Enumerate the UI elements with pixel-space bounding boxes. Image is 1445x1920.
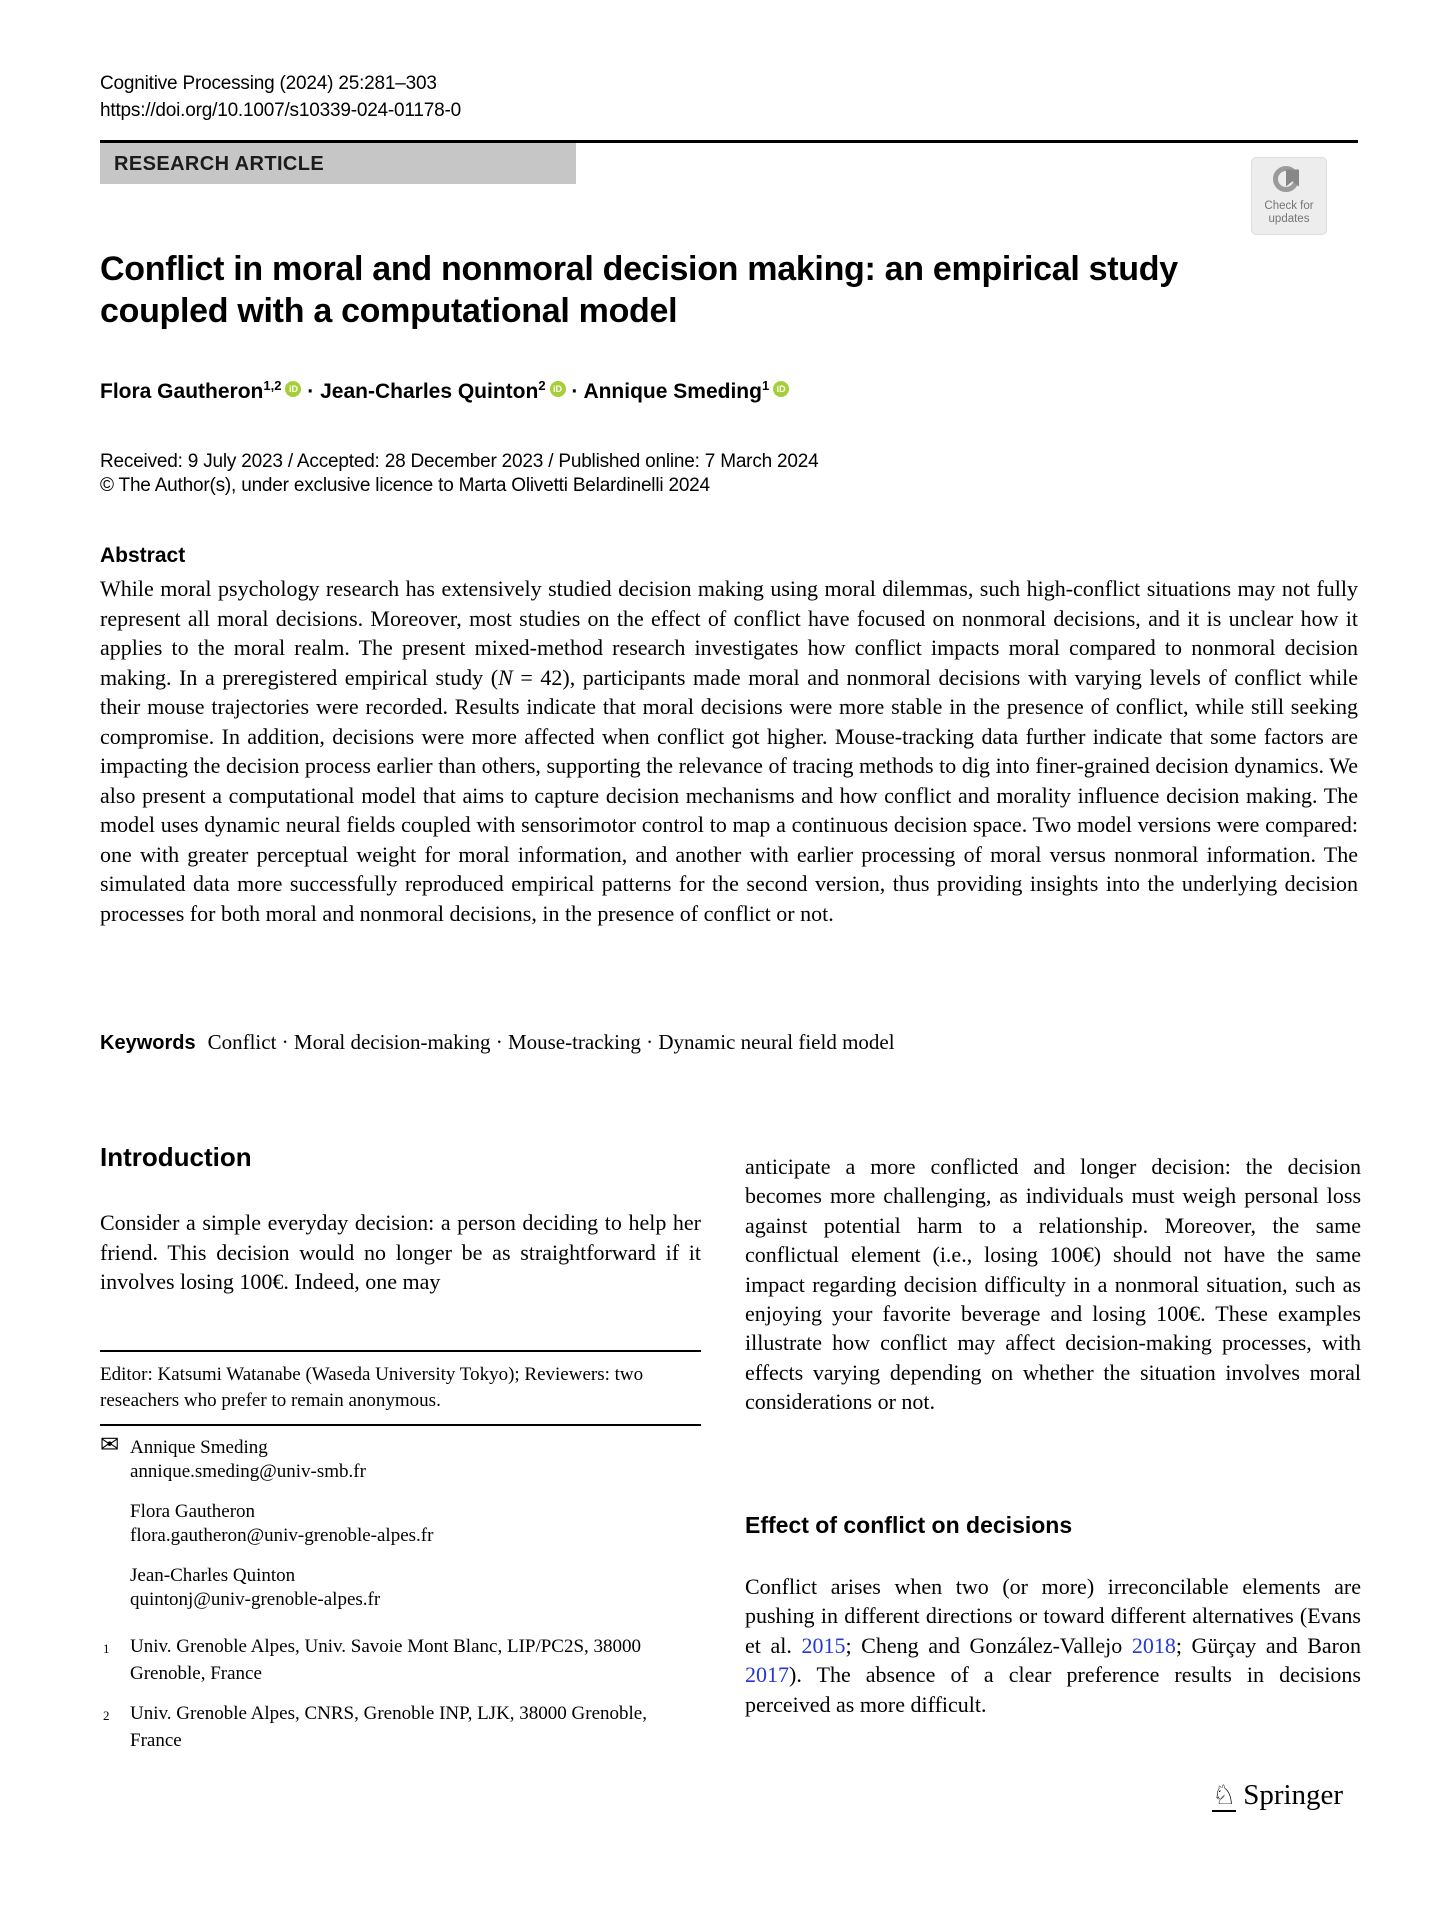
affiliation-text: Univ. Grenoble Alpes, Univ. Savoie Mont Blanc, LIP/PC2S, 38000 Grenoble, France [130,1636,642,1684]
orcid-icon[interactable]: iD [773,381,789,397]
check-badge-line2: updates [1268,213,1310,225]
article-type-banner [100,143,576,184]
author-name: Jean-Charles Quinton [320,380,539,403]
text-segment: = 42), participants made moral and nonmoral decisions with varying levels of conflict while their mouse trajectories were recorded. Results indicate that moral decisions were more stable in the presence of conflict, while still seeking compromise. In addition, decisions were more affected when conflict got higher. Mouse-tracking data further indicate that some factors are impacting the decision process earlier than others, supporting the relevance of tracing methods to dig into finer-grained decision dynamics. We also present a computational model that aims to capture decision mechanisms and how conflict and morality influence decision making. The model uses dynamic neural fields coupled with sensorimotor control to map a continuous decision space. Two model versions were compared: one with greater perceptual weight for moral information, and another with earlier processing of moral versus nonmoral information. The simulated data more successfully reproduced empirical patterns for the second version, thus providing insights into the underlying decision processes for both moral and nonmoral decisions, in the presence of conflict or not. [100,664,1358,926]
body-paragraph [745,1572,1361,1719]
author-name: Annique Smeding [583,380,762,403]
intro-paragraph: Consider a simple everyday decision: a person deciding to help her friend. This decision would no longer be as straightforward if it involves losing 100€. Indeed, one may [100,1210,701,1294]
section-heading-effect-of-conflict: Effect of conflict on decisions [745,1512,1073,1538]
article-history [100,450,819,498]
contact-entry [100,1564,701,1612]
text-segment: Conflict arises when two (or more) irreconcilable elements are pushing in different directions or toward different alternatives (Evans et al. [745,1574,1361,1658]
author-list [100,378,789,404]
text-segment: ). The absence of a clear preference results in decisions perceived as more difficult. [745,1662,1361,1717]
article-type-label: RESEARCH ARTICLE [114,153,325,175]
author-separator: · [301,380,321,403]
doi-link[interactable]: https://doi.org/10.1007/s10339-024-01178-0 [100,100,461,121]
article-title: Conflict in moral and nonmoral decision making: an empirical study coupled with a computational model [100,250,1178,330]
history-line: Received: 9 July 2023 / Accepted: 28 December 2023 / Published online: 7 March 2024 [100,451,819,472]
footnote-rule-bottom [100,1424,701,1426]
crossmark-icon [1271,161,1307,197]
text-segment: While moral psychology research has extensively studied decision making using moral dilemmas, such high-conflict situations may not fully represent all moral decisions. Moreover, most studies on the effect of conflict have focused on nonmoral decisions, and it is unclear how it applies to the moral realm. The present mixed-method research investigates how conflict impacts moral compared to nonmoral decision making. In a preregistered empirical study ( [100,576,1358,690]
author-affiliation-sup: 1,2 [263,378,282,393]
contact-name: Annique Smeding [130,1437,268,1458]
affiliation-entry [100,1634,701,1687]
publisher-name: Springer [1243,1779,1344,1811]
journal-citation: Cognitive Processing (2024) 25:281–303 [100,73,437,94]
check-badge-line1: Check for [1264,200,1314,212]
footnote-rule-top [100,1350,701,1352]
contact-name: Jean-Charles Quinton [130,1565,296,1586]
affiliation-number: 1 [103,1641,110,1656]
abstract-text [100,574,1358,928]
springer-knight-icon: ♘ [1212,1780,1237,1810]
publisher-logo [1212,1779,1343,1812]
envelope-icon: ✉ [100,1432,120,1457]
keywords-label: Keywords [100,1032,196,1054]
corresponding-author [100,1432,701,1484]
check-badge-text [1252,200,1326,226]
text-segment: ; Cheng and González-Vallejo [845,1632,1132,1658]
journal-header [100,70,461,124]
affiliation-number: 2 [103,1708,110,1723]
citation-link[interactable]: 2017 [745,1662,789,1688]
affiliation-entry [100,1701,701,1754]
footnote-block [100,1350,701,1768]
keywords-text: Conflict · Moral decision-making · Mouse-tracking · Dynamic neural field model [207,1030,895,1054]
section-heading-introduction: Introduction [100,1142,252,1172]
editor-note: Editor: Katsumi Watanabe (Waseda University Tokyo); Reviewers: two reseachers who prefer to remain anonymous. [100,1364,644,1411]
check-for-updates-badge[interactable] [1251,157,1327,235]
author-affiliation-sup: 1 [761,378,770,393]
citation-link[interactable]: 2018 [1131,1632,1176,1658]
author-affiliation-sup: 2 [538,378,546,393]
text-segment: N [498,664,513,690]
author-name: Flora Gautheron [100,380,264,403]
abstract-heading: Abstract [100,544,186,567]
contact-entry [100,1500,701,1548]
contact-email: annique.smeding@univ-smb.fr [130,1461,366,1482]
orcid-icon[interactable]: iD [285,381,301,397]
citation-link[interactable]: 2015 [801,1632,846,1658]
contact-email: flora.gautheron@univ-grenoble-alpes.fr [130,1525,434,1546]
keywords-row [100,1030,1358,1055]
affiliation-list [100,1634,701,1754]
contact-name: Flora Gautheron [130,1501,256,1522]
contact-email: quintonj@univ-grenoble-alpes.fr [130,1589,381,1610]
author-separator: · [565,380,584,403]
text-segment: ; Gürçay and Baron [1175,1632,1362,1658]
affiliation-text: Univ. Grenoble Alpes, CNRS, Grenoble INP, LJK, 38000 Grenoble, France [130,1703,647,1751]
orcid-icon[interactable]: iD [550,381,566,397]
copyright-line: © The Author(s), under exclusive licence to Marta Olivetti Belardinelli 2024 [100,475,710,496]
body-paragraph: anticipate a more conflicted and longer decision: the decision becomes more challenging, as individuals must weigh personal loss against potential harm to a relationship. Moreover, the same conflictual element (i.e., losing 100€) should not have the same impact regarding decision difficulty in a nonmoral situation, such as enjoying your favorite beverage and losing 100€. These examples illustrate how conflict may affect decision-making processes, with effects varying depending on whether the situation involves moral considerations or not. [745,1154,1361,1415]
